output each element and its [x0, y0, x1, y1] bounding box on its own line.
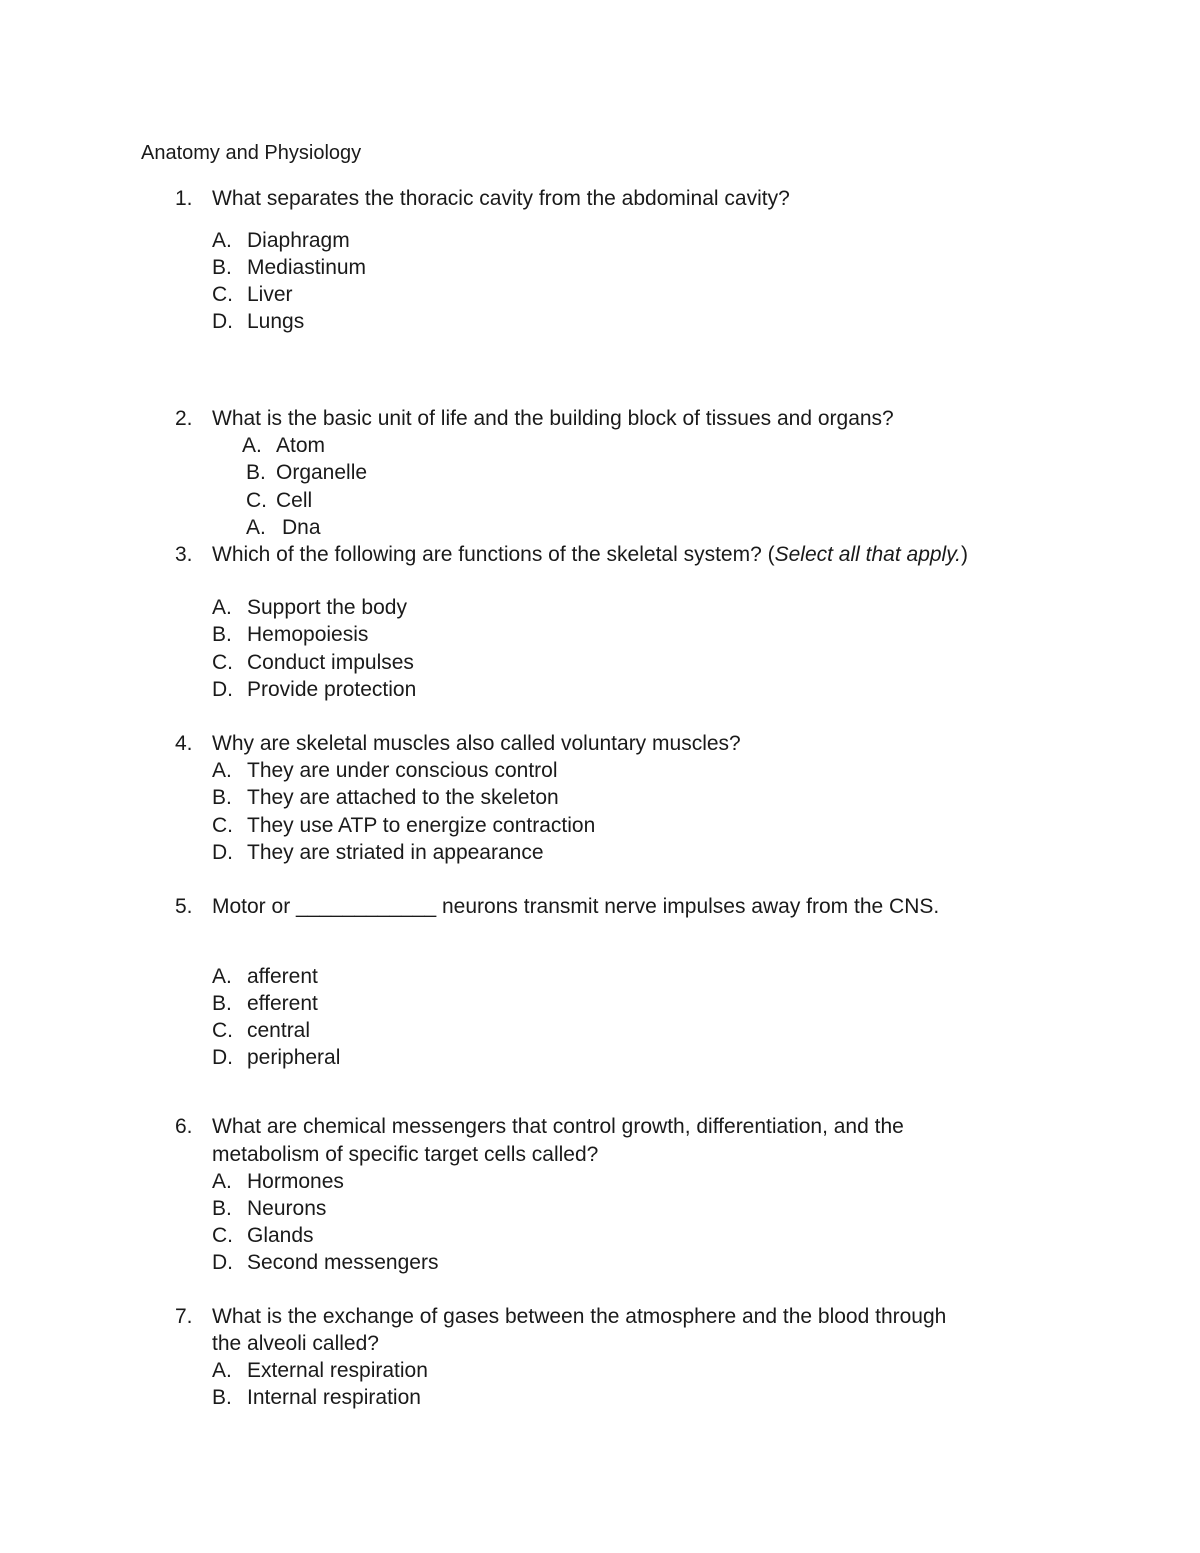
option-letter: B. [212, 1386, 232, 1409]
option-letter: B. [212, 1197, 232, 1220]
option-letter: B. [246, 461, 266, 484]
option-letter: B. [212, 786, 232, 809]
question-number: 3. [175, 543, 193, 566]
option-letter: D. [212, 678, 233, 701]
option-letter: C. [212, 1224, 233, 1247]
option-text: They are striated in appearance [247, 841, 544, 864]
option-text: Provide protection [247, 678, 417, 701]
option-letter: C. [212, 651, 233, 674]
option-text: They are attached to the skeleton [247, 786, 559, 809]
option-letter: B. [212, 992, 232, 1015]
option-text: They use ATP to energize contraction [247, 814, 596, 837]
question-number: 7. [175, 1305, 193, 1328]
option-text: They are under conscious control [247, 759, 558, 782]
option-text: Mediastinum [247, 256, 367, 279]
question-text: Motor or ____________ neurons transmit nerve impulses away from the CNS. [212, 895, 940, 918]
option-letter: B. [212, 623, 232, 646]
question-text-prefix: Which of the following are functions of the skeletal system? ( [212, 543, 775, 566]
question-text: What separates the thoracic cavity from the abdominal cavity? [212, 187, 790, 210]
option-letter: A. [212, 229, 232, 252]
option-text: Lungs [247, 310, 305, 333]
question-text: Why are skeletal muscles also called voluntary muscles? [212, 732, 741, 755]
option-text: Support the body [247, 596, 407, 619]
option-text: Internal respiration [247, 1386, 421, 1409]
option-text: afferent [247, 965, 318, 988]
option-letter: A. [212, 759, 232, 782]
question-number: 4. [175, 732, 193, 755]
option-letter: D. [212, 1046, 233, 1069]
option-letter: C. [212, 283, 233, 306]
option-letter: A. [212, 596, 232, 619]
option-letter: A. [212, 1359, 232, 1382]
option-text: Cell [276, 489, 313, 512]
question-text [212, 541, 968, 568]
question-text-suffix: ) [961, 543, 968, 566]
question-text: the alveoli called? [212, 1332, 379, 1355]
option-letter: A. [242, 434, 262, 457]
document-title: Anatomy and Physiology [141, 142, 362, 164]
option-text: Hormones [247, 1170, 344, 1193]
option-letter: C. [212, 1019, 233, 1042]
option-text: External respiration [247, 1359, 428, 1382]
option-letter: D. [212, 310, 233, 333]
option-letter: A. [212, 965, 232, 988]
option-text: Liver [247, 283, 293, 306]
option-letter: C. [246, 489, 267, 512]
option-letter: D. [212, 841, 233, 864]
question-number: 2. [175, 407, 193, 430]
option-letter: A. [246, 516, 266, 539]
option-text: Hemopoiesis [247, 623, 369, 646]
option-text: Diaphragm [247, 229, 350, 252]
option-letter: B. [212, 256, 232, 279]
option-text: Second messengers [247, 1251, 439, 1274]
question-text: What are chemical messengers that control growth, differentiation, and the [212, 1115, 904, 1138]
option-letter: C. [212, 814, 233, 837]
option-text: Atom [276, 434, 326, 457]
question-number: 5. [175, 895, 193, 918]
option-text: efferent [247, 992, 318, 1015]
question-text-instruction: Select all that apply. [774, 543, 961, 566]
question-number: 6. [175, 1115, 193, 1138]
option-text: central [247, 1019, 311, 1042]
option-text: Neurons [247, 1197, 327, 1220]
option-text: Conduct impulses [247, 651, 414, 674]
question-text: What is the exchange of gases between the atmosphere and the blood through [212, 1305, 947, 1328]
question-text: metabolism of specific target cells called? [212, 1143, 599, 1166]
option-text: Glands [247, 1224, 314, 1247]
question-number: 1. [175, 187, 193, 210]
option-letter: D. [212, 1251, 233, 1274]
option-text: Dna [282, 516, 321, 539]
option-text: Organelle [276, 461, 368, 484]
question-text: What is the basic unit of life and the building block of tissues and organs? [212, 407, 894, 430]
option-letter: A. [212, 1170, 232, 1193]
option-text: peripheral [247, 1046, 341, 1069]
